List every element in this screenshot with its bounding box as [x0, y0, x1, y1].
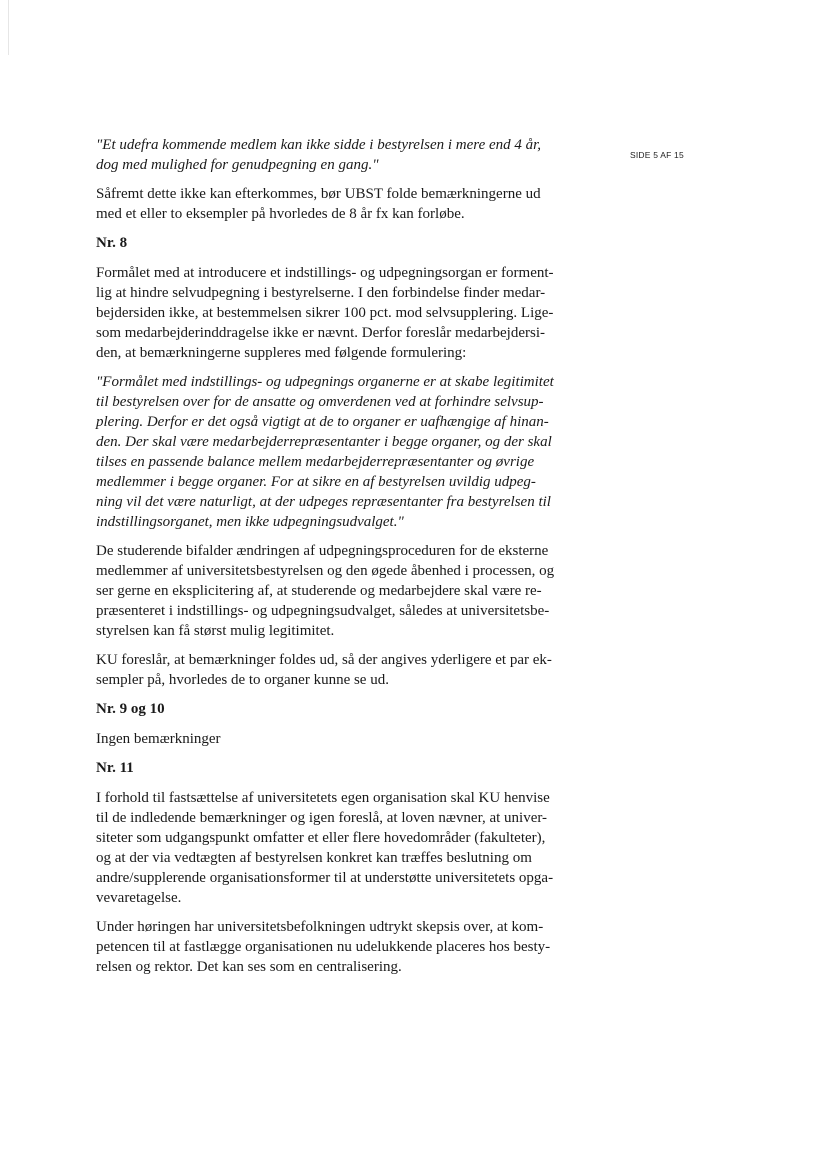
text-line: indstillingsorganet, men ikke udpegningsudvalget."	[96, 514, 404, 530]
text-line: lig at hindre selvudpegning i bestyrelserne. I den forbindelse finder medar-	[96, 285, 546, 301]
text-line: styrelsen kan få størst mulig legitimitet.	[96, 623, 335, 639]
text-line: med et eller to eksempler på hvorledes de 8 år fx kan forløbe.	[96, 206, 465, 222]
body-paragraph	[96, 650, 596, 690]
body-paragraph	[96, 184, 596, 224]
text-line: Under høringen har universitetsbefolkningen udtrykt skepsis over, at kom-	[96, 919, 544, 935]
text-line: til bestyrelsen over for de ansatte og omverdenen ved at forhindre selvsup-	[96, 394, 544, 410]
page-number: SIDE 5 AF 15	[630, 150, 684, 160]
body-paragraph	[96, 788, 596, 908]
text-line: Såfremt dette ikke kan efterkommes, bør UBST folde bemærkningerne ud	[96, 186, 541, 202]
text-line: medlemmer i begge organer. For at sikre en af bestyrelsen uvildig udpeg-	[96, 474, 536, 490]
text-line: petencen til at fastlægge organisationen nu udelukkende placeres hos besty-	[96, 939, 551, 955]
text-line: KU foreslår, at bemærkninger foldes ud, så der angives yderligere et par ek-	[96, 652, 552, 668]
text-line: Ingen bemærkninger	[96, 731, 221, 747]
text-line: dog med mulighed for genudpegning en gang."	[96, 157, 379, 173]
text-line: vevaretagelse.	[96, 890, 182, 906]
text-line: og at der via vedtægten af bestyrelsen konkret kan træffes beslutning om	[96, 850, 532, 866]
body-paragraph	[96, 917, 596, 977]
text-line: tilses en passende balance mellem medarbejderrepræsentanter og øvrige	[96, 454, 535, 470]
text-line: siteter som udgangspunkt omfatter et eller flere hovedområder (fakulteter),	[96, 830, 546, 846]
text-line: plering. Derfor er det også vigtigt at de to organer er uafhængige af hinan-	[96, 414, 549, 430]
text-line: "Formålet med indstillings- og udpegnings organerne er at skabe legitimitet	[96, 374, 554, 390]
quoted-paragraph	[96, 135, 596, 175]
text-line: som medarbejderinddragelse ikke er nævnt. Derfor foreslår medarbejdersi-	[96, 325, 545, 341]
text-line: relsen og rektor. Det kan ses som en centralisering.	[96, 959, 402, 975]
text-line: medlemmer af universitetsbestyrelsen og den øgede åbenhed i processen, og	[96, 563, 555, 579]
text-line: ser gerne en eksplicitering af, at studerende og medarbejdere skal være re-	[96, 583, 542, 599]
section-heading: Nr. 9 og 10	[96, 701, 165, 717]
text-line: bejdersiden ikke, at bestemmelsen sikrer 100 pct. mod selvsupplering. Lige-	[96, 305, 554, 321]
text-line: Formålet med at introducere et indstillings- og udpegningsorgan er forment-	[96, 265, 554, 281]
text-line: De studerende bifalder ændringen af udpegningsproceduren for de eksterne	[96, 543, 549, 559]
text-line: præsenteret i indstillings- og udpegningsudvalget, således at universitetsbe-	[96, 603, 550, 619]
text-line: "Et udefra kommende medlem kan ikke sidde i bestyrelsen i mere end 4 år,	[96, 137, 542, 153]
text-line: andre/supplerende organisationsformer til at understøtte universitetets opga-	[96, 870, 554, 886]
document-body	[96, 135, 596, 986]
text-line: til de indledende bemærkninger og igen foreslå, at loven nævner, at univer-	[96, 810, 548, 826]
body-paragraph	[96, 729, 596, 749]
section-heading: Nr. 8	[96, 235, 128, 251]
text-line: sempler på, hvorledes de to organer kunne se ud.	[96, 672, 389, 688]
text-line: I forhold til fastsættelse af universitetets egen organisation skal KU henvise	[96, 790, 550, 806]
body-paragraph	[96, 541, 596, 641]
text-line: den. Der skal være medarbejderrepræsentanter i begge organer, og der skal	[96, 434, 552, 450]
text-line: ning vil det være naturligt, at der udpeges repræsentanter fra bestyrelsen til	[96, 494, 551, 510]
section-heading: Nr. 11	[96, 760, 134, 776]
quoted-paragraph	[96, 372, 596, 532]
scan-edge-line	[8, 0, 9, 55]
text-line: den, at bemærkningerne suppleres med følgende formulering:	[96, 345, 467, 361]
body-paragraph	[96, 263, 596, 363]
